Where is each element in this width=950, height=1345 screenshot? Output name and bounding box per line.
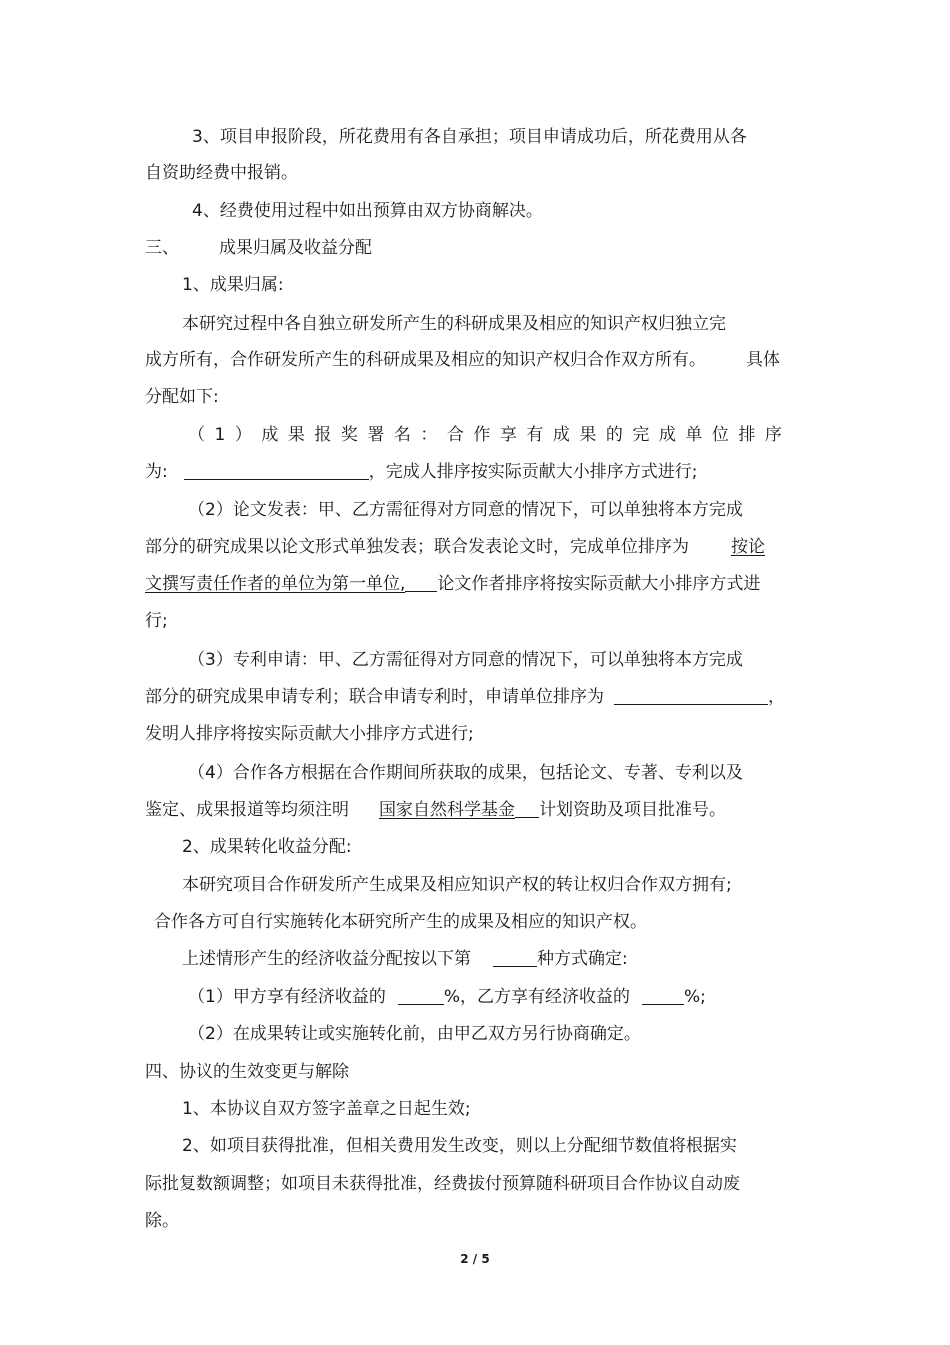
blank-unit-order	[184, 461, 369, 480]
para-expense-3-line2: 自资助经费中报销。	[145, 163, 298, 183]
item-patent-line3: 发明人排序将按实际贡献大小排序方式进行;	[145, 724, 474, 744]
underlined-text: 文撰写责任作者的单位为第一单位,	[145, 574, 406, 594]
para-effect-2-line3: 除。	[145, 1211, 179, 1231]
underlined-text: 按论	[731, 537, 765, 557]
section-heading-3	[145, 236, 372, 260]
para-effect-2-line2: 际批复数额调整；如项目未获得批准，经费拔付预算随科研项目合作协议自动废	[145, 1174, 740, 1194]
para-ownership-line1: 本研究过程中各自独立研发所产生的科研成果及相应的知识产权归独立完	[182, 314, 726, 334]
subsection-income: 2、成果转化收益分配:	[182, 837, 352, 857]
subsection-ownership: 1、成果归属:	[182, 275, 284, 295]
para-expense-3-line1: 3、项目申报阶段，所花费用有各自承担；项目申请成功后，所花费用从各	[192, 127, 747, 147]
blank-applicant-order	[614, 686, 768, 705]
para-income-line2: 合作各方可自行实施转化本研究所产生的成果及相应的知识产权。	[154, 912, 647, 932]
para-income-method: 上述情形产生的经济收益分配按以下第 种方式确定:	[182, 949, 628, 969]
item-patent-line2: 部分的研究成果申请专利；联合申请专利时，申请单位排序为 ，	[145, 687, 785, 707]
para-expense-4: 4、经费使用过程中如出预算由双方协商解决。	[192, 201, 543, 221]
option-2: （2）在成果转让或实施转化前，由甲乙双方另行协商确定。	[188, 1024, 641, 1044]
item-paper-line3: 文撰写责任作者的单位为第一单位, 论文作者排序将按实际贡献大小排序方式进	[145, 574, 761, 594]
item-acknowledge-line2: 鉴定、成果报道等均须注明 国家自然科学基金 计划资助及项目批准号。	[145, 800, 726, 820]
item-award-line1: （1）成果报奖署名：合作享有成果的完成单位排序	[188, 425, 792, 445]
item-patent-line1: （3）专利申请：甲、乙方需征得对方同意的情况下，可以单独将本方完成	[188, 650, 743, 670]
para-income-line1: 本研究项目合作研发所产生成果及相应知识产权的转让权归合作双方拥有;	[182, 875, 732, 895]
para-effect-2-line1: 2、如项目获得批准，但相关费用发生改变，则以上分配细节数值将根据实	[182, 1136, 737, 1156]
section-title: 成果归属及收益分配	[219, 238, 372, 258]
blank-party-a-share	[398, 986, 444, 1005]
item-paper-line1: （2）论文发表：甲、乙方需征得对方同意的情况下，可以单独将本方完成	[188, 500, 743, 520]
item-award-line2: 为: ，完成人排序按实际贡献大小排序方式进行;	[145, 462, 698, 482]
para-ownership-line2: 成方所有，合作研发所产生的科研成果及相应的知识产权归合作双方所有。 具体	[145, 350, 780, 370]
section-heading-4: 四、协议的生效变更与解除	[145, 1062, 349, 1082]
item-paper-line4: 行;	[145, 611, 168, 631]
para-effect-1: 1、本协议自双方签字盖章之日起生效;	[182, 1099, 471, 1119]
option-1: （1）甲方享有经济收益的 %，乙方享有经济收益的 %;	[188, 987, 706, 1007]
item-paper-line2: 部分的研究成果以论文形式单独发表；联合发表论文时，完成单位排序为 按论	[145, 537, 765, 557]
blank-method-number	[493, 948, 537, 967]
item-acknowledge-line1: （4）合作各方根据在合作期间所获取的成果，包括论文、专著、专利以及	[188, 763, 743, 783]
section-number: 三、	[145, 238, 179, 258]
page-number: 2 / 5	[460, 1252, 490, 1266]
blank-party-b-share	[642, 986, 684, 1005]
para-ownership-line3: 分配如下:	[145, 387, 219, 407]
underlined-text: 国家自然科学基金	[379, 800, 515, 820]
